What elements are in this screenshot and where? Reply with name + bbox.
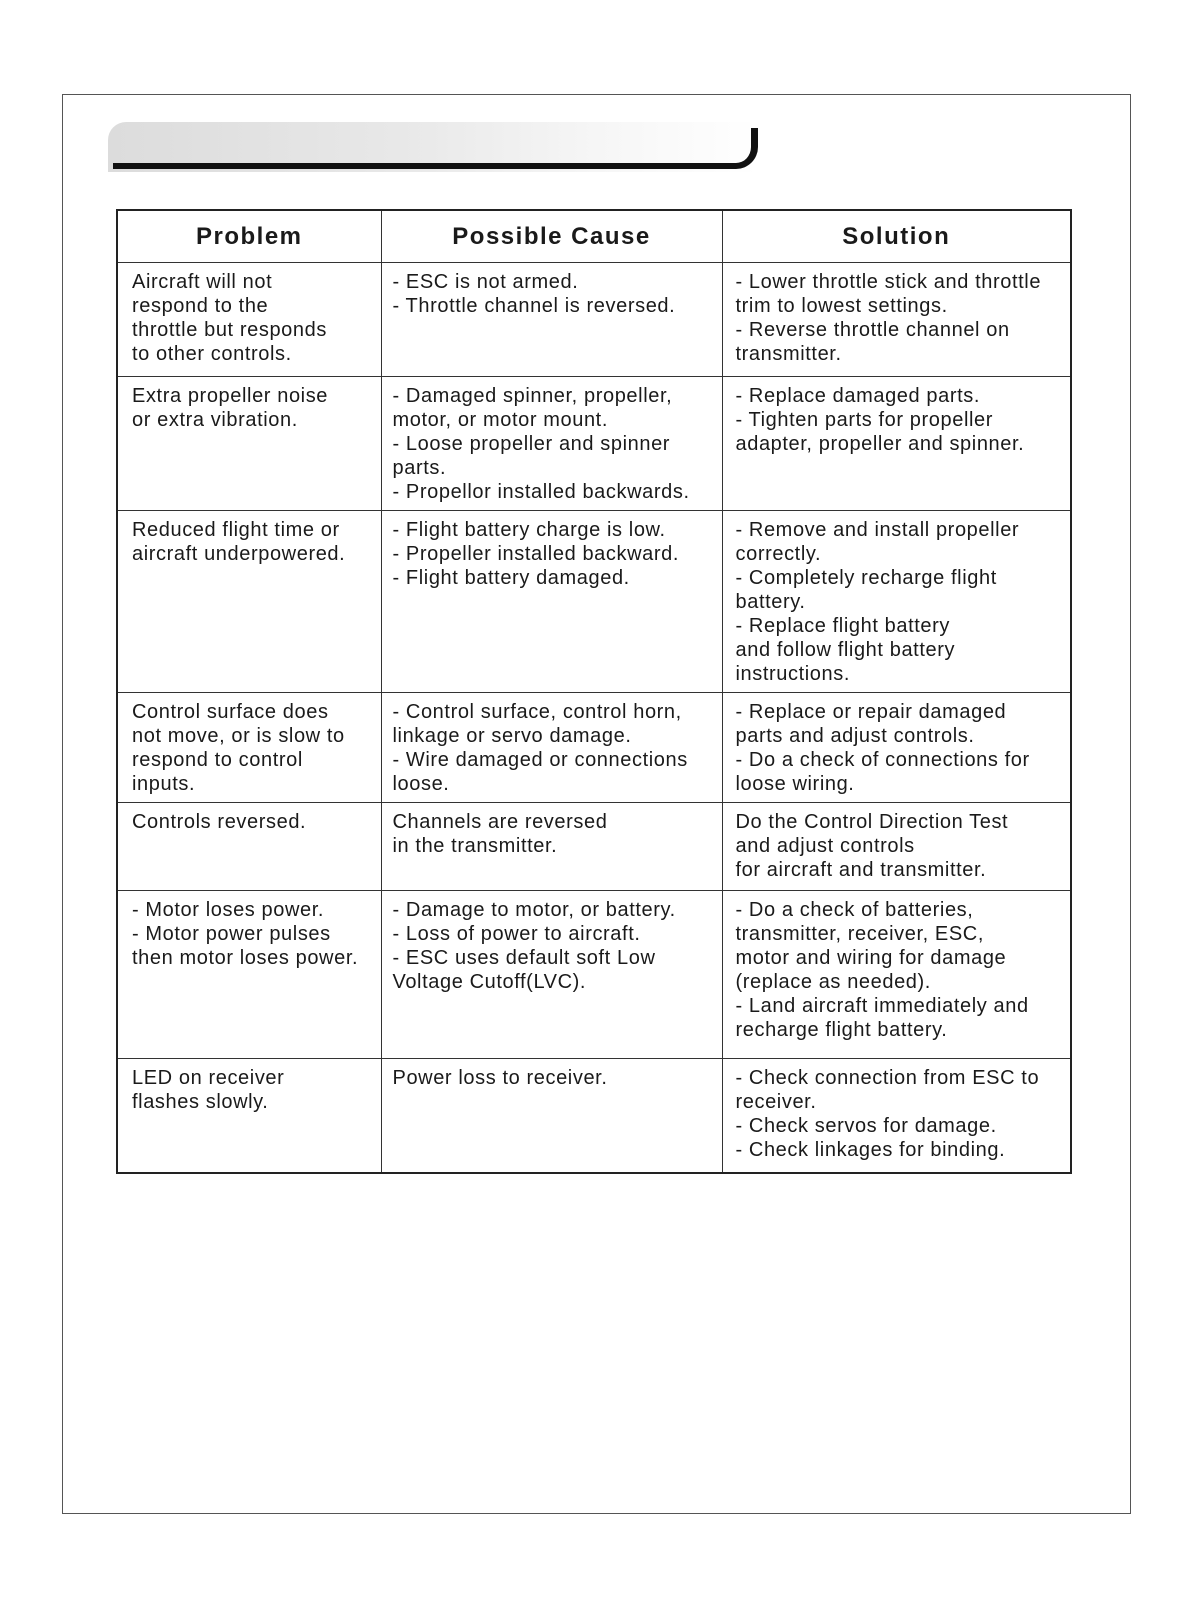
cell-line: Controls reversed.: [132, 811, 307, 833]
cell-line: - Land aircraft immediately and: [735, 995, 1029, 1017]
cell-line: Aircraft will not: [132, 271, 273, 293]
cell-line: - Propellor installed backwards.: [392, 481, 690, 503]
cell-line: inputs.: [132, 773, 196, 795]
cell-line: and adjust controls: [735, 835, 915, 857]
problem-cell: [117, 891, 381, 1059]
cause-cell: [381, 1059, 722, 1173]
table-row: [117, 511, 1071, 693]
cell-line: LED on receiver: [132, 1067, 285, 1089]
cell-line: transmitter, receiver, ESC,: [735, 923, 984, 945]
solution-cell: [722, 263, 1071, 377]
cell-line: - Check connection from ESC to: [735, 1067, 1040, 1089]
cell-line: Voltage Cutoff(LVC).: [392, 971, 587, 993]
cell-line: - Loose propeller and spinner: [392, 433, 671, 455]
cell-line: (replace as needed).: [735, 971, 931, 993]
cell-line: parts.: [392, 457, 447, 479]
cell-line: - Motor loses power.: [132, 899, 325, 921]
cell-line: - Damaged spinner, propeller,: [392, 385, 673, 407]
cell-line: - Damage to motor, or battery.: [392, 899, 676, 921]
solution-cell: [722, 377, 1071, 511]
cause-cell: [381, 803, 722, 891]
cell-line: - Throttle channel is reversed.: [392, 295, 676, 317]
cell-line: respond to the: [132, 295, 269, 317]
cell-line: - Tighten parts for propeller: [735, 409, 994, 431]
problem-cell: [117, 377, 381, 511]
cell-line: parts and adjust controls.: [735, 725, 975, 747]
cell-line: to other controls.: [132, 343, 292, 365]
cell-line: and follow flight battery: [735, 639, 956, 661]
problem-cell: [117, 511, 381, 693]
cell-line: - Completely recharge flight: [735, 567, 997, 589]
problem-cell: [117, 263, 381, 377]
table-row: [117, 377, 1071, 511]
cause-cell: [381, 263, 722, 377]
cell-line: - Lower throttle stick and throttle: [735, 271, 1042, 293]
cell-line: aircraft underpowered.: [132, 543, 346, 565]
cell-line: correctly.: [735, 543, 822, 565]
cell-line: - Propeller installed backward.: [392, 543, 680, 565]
cell-line: - Replace damaged parts.: [735, 385, 981, 407]
cell-line: adapter, propeller and spinner.: [735, 433, 1025, 455]
cause-cell: [381, 511, 722, 693]
solution-cell: [722, 693, 1071, 803]
cell-line: for aircraft and transmitter.: [735, 859, 987, 881]
section-header-underline: [113, 128, 758, 169]
cell-line: Channels are reversed: [392, 811, 608, 833]
table-header-row: [117, 210, 1071, 263]
cell-line: motor, or motor mount.: [392, 409, 608, 431]
table-row: [117, 891, 1071, 1059]
cell-line: - Reverse throttle channel on: [735, 319, 1010, 341]
cell-line: - Wire damaged or connections: [392, 749, 688, 771]
table-row: [117, 1059, 1071, 1173]
table-row: [117, 263, 1071, 377]
problem-cell: [117, 693, 381, 803]
cell-line: loose.: [392, 773, 450, 795]
cell-line: respond to control: [132, 749, 303, 771]
cell-line: Do the Control Direction Test: [735, 811, 1009, 833]
cell-line: flashes slowly.: [132, 1091, 269, 1113]
cell-line: - Control surface, control horn,: [392, 701, 682, 723]
solution-cell: [722, 1059, 1071, 1173]
cell-line: instructions.: [735, 663, 851, 685]
cell-line: linkage or servo damage.: [392, 725, 632, 747]
cell-line: Reduced flight time or: [132, 519, 340, 541]
cell-line: - Loss of power to aircraft.: [392, 923, 641, 945]
cell-line: transmitter.: [735, 343, 842, 365]
cell-line: in the transmitter.: [392, 835, 558, 857]
cell-line: - Motor power pulses: [132, 923, 331, 945]
cause-cell: [381, 377, 722, 511]
troubleshooting-table: [116, 209, 1072, 1174]
cell-line: - ESC uses default soft Low: [392, 947, 656, 969]
solution-cell: [722, 511, 1071, 693]
cell-line: Control surface does: [132, 701, 329, 723]
cell-line: receiver.: [735, 1091, 817, 1113]
header-solution: Solution: [722, 210, 1071, 263]
problem-cell: [117, 1059, 381, 1173]
cause-cell: [381, 693, 722, 803]
solution-cell: [722, 803, 1071, 891]
cell-line: Power loss to receiver.: [392, 1067, 608, 1089]
cell-line: - ESC is not armed.: [392, 271, 579, 293]
cell-line: - Do a check of batteries,: [735, 899, 974, 921]
cell-line: Extra propeller noise: [132, 385, 329, 407]
cell-line: not move, or is slow to: [132, 725, 345, 747]
header-possible-cause: Possible Cause: [381, 210, 722, 263]
cell-line: or extra vibration.: [132, 409, 298, 431]
cell-line: motor and wiring for damage: [735, 947, 1007, 969]
cell-line: then motor loses power.: [132, 947, 359, 969]
problem-cell: [117, 803, 381, 891]
solution-cell: [722, 891, 1071, 1059]
cell-line: - Replace flight battery: [735, 615, 950, 637]
cell-line: - Check servos for damage.: [735, 1115, 997, 1137]
table-row: [117, 803, 1071, 891]
cell-line: battery.: [735, 591, 806, 613]
cell-line: throttle but responds: [132, 319, 327, 341]
cell-line: - Remove and install propeller: [735, 519, 1020, 541]
cell-line: loose wiring.: [735, 773, 855, 795]
cell-line: - Replace or repair damaged: [735, 701, 1007, 723]
cell-line: - Flight battery damaged.: [392, 567, 630, 589]
cause-cell: [381, 891, 722, 1059]
cell-line: trim to lowest settings.: [735, 295, 948, 317]
table-row: [117, 693, 1071, 803]
cell-line: - Flight battery charge is low.: [392, 519, 666, 541]
cell-line: - Check linkages for binding.: [735, 1139, 1006, 1161]
cell-line: recharge flight battery.: [735, 1019, 948, 1041]
cell-line: - Do a check of connections for: [735, 749, 1030, 771]
header-problem: Problem: [117, 210, 381, 263]
